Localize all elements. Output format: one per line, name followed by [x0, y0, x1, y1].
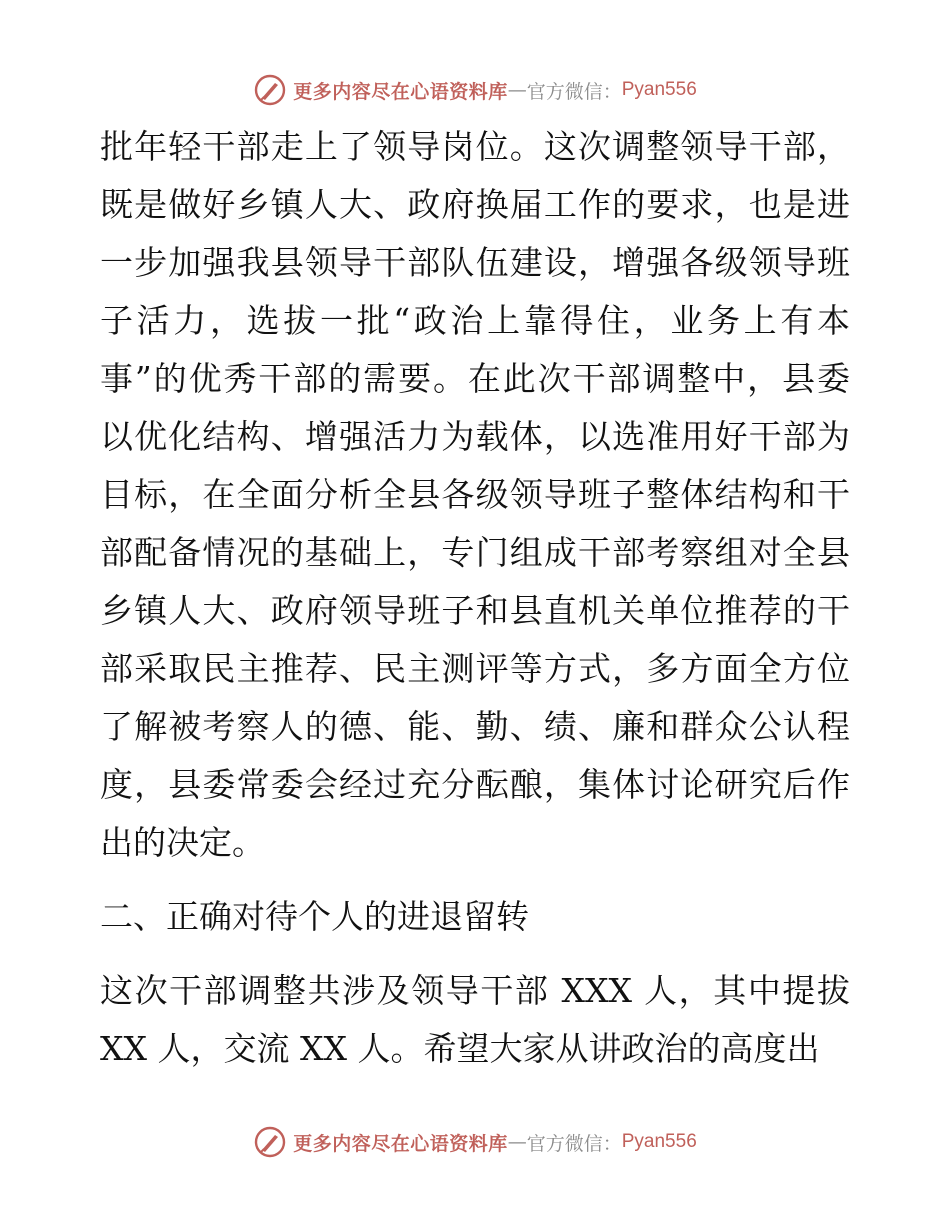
watermark-wechat-id: Pyan556 — [621, 1131, 697, 1152]
text-line: 一步加强我县领导干部队伍建设，增强各级领导班 — [100, 243, 850, 282]
text-line: 以优化结构、增强活力为载体，以选准用好干部为 — [100, 417, 850, 456]
text-line: 目标，在全面分析全县各级领导班子整体结构和干 — [100, 475, 850, 514]
text-line: 乡镇人大、政府领导班子和县直机关单位推荐的干 — [100, 591, 850, 630]
quill-seal-icon — [253, 73, 287, 107]
paragraph-2 — [100, 962, 850, 1078]
text-line: 批年轻干部走上了领导岗位。这次调整领导干部， — [100, 127, 850, 166]
document-body — [100, 118, 850, 1078]
watermark-wechat-label: 官方微信： — [526, 1132, 622, 1155]
text-line: 事”的优秀干部的需要。在此次干部调整中，县委 — [100, 359, 850, 398]
watermark-wechat-label: 官方微信： — [526, 80, 622, 103]
paragraph-1 — [100, 118, 850, 872]
text-line: 子活力，选拔一批“政治上靠得住，业务上有本 — [100, 301, 850, 340]
watermark-separator: — — [507, 1131, 527, 1153]
header-watermark — [0, 70, 950, 110]
watermark-wechat-id: Pyan556 — [621, 79, 697, 100]
text-line: 部采取民主推荐、民主测评等方式，多方面全方位 — [100, 649, 850, 688]
text-line: 这次干部调整共涉及领导干部 XXX 人，其中提拔 — [100, 971, 850, 1010]
text-line: 既是做好乡镇人大、政府换届工作的要求，也是进 — [100, 185, 850, 224]
text-line: XX 人，交流 XX 人。希望大家从讲政治的高度出 — [100, 1029, 820, 1068]
footer-watermark — [0, 1122, 950, 1162]
quill-seal-icon — [253, 1125, 287, 1159]
watermark-separator: — — [507, 79, 527, 101]
text-line: 度，县委常委会经过充分酝酿，集体讨论研究后作 — [100, 765, 850, 804]
section-heading: 二、正确对待个人的进退留转 — [100, 897, 529, 936]
watermark-brand-text: 更多内容尽在心语资料库 — [293, 80, 508, 103]
text-line: 部配备情况的基础上，专门组成干部考察组对全县 — [100, 533, 850, 572]
text-line: 了解被考察人的德、能、勤、绩、廉和群众公认程 — [100, 707, 850, 746]
watermark-brand-text: 更多内容尽在心语资料库 — [293, 1132, 508, 1155]
text-line: 出的决定。 — [100, 823, 265, 862]
